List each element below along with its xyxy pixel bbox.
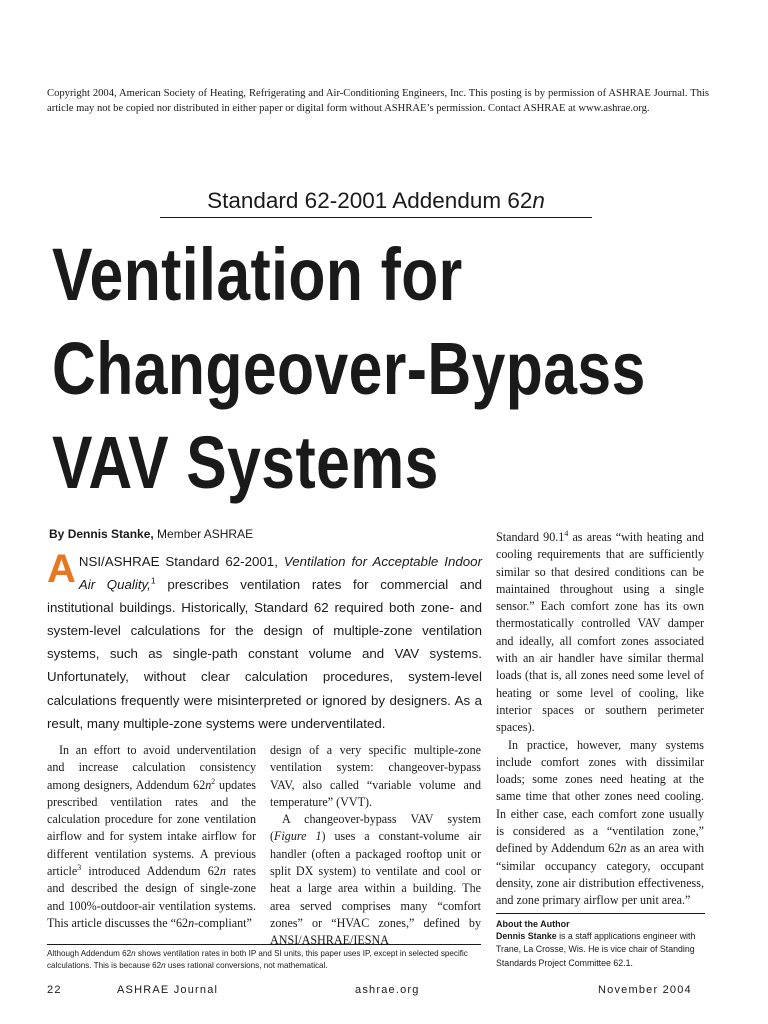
paragraph bbox=[47, 742, 256, 932]
copyright-notice: Copyright 2004, American Society of Heating, Refrigerating and Air-Conditioning Engineers, Inc. This posting is by permission of ASHRAE Journal. This article may not be copied nor distributed in either paper or digital form without ASHRAE’s permission. Contact ASHRAE at www.ashrae.org. bbox=[47, 88, 709, 114]
text-run: uses rational conversions, not mathematical. bbox=[165, 960, 328, 970]
drop-cap: A bbox=[47, 547, 76, 591]
author-bio-text: is a staff applications engineer with Trane, La Crosse, Wis. He is vice chair of Standing Standards Project Committee 62.1. bbox=[496, 931, 696, 968]
text-run: ) uses a constant-volume air handler (often a packaged rooftop unit or split DX system) to ventilate and cool or heat a large area within a building. The area served comprises many “comfort zones” or “HVAC zones,” defined by ANSI/ASHRAE/IESNA bbox=[270, 829, 481, 948]
byline bbox=[49, 527, 253, 541]
text-run: updates prescribed ventilation rates and the calculation procedure for zone ventilation airflow and for system intake airflow for different ventilation systems. A previous article bbox=[47, 777, 256, 879]
paragraph bbox=[270, 811, 481, 949]
lead-text-1: NSI/ASHRAE Standard 62-2001, bbox=[78, 554, 284, 569]
kicker-italic: n bbox=[532, 188, 545, 213]
page-number: 22 bbox=[47, 984, 62, 996]
text-run: as areas “with heating and cooling requirements that are sufficiently similar so that desired conditions can be maintained throughout using a single sensor.” Each comfort zone has its own thermostatically controlled VAV damper and ideally, all comfort zones associated with an air handler have similar thermal loads (that is, all zones need some level of heating or some level of cooling, like interior spaces or southern perimeter spaces). bbox=[496, 530, 704, 735]
paragraph: design of a very specific multiple-zone ventilation system: changeover-bypass VAV, also called “variable volume and temperature” (VVT). bbox=[270, 743, 481, 809]
text-run: A changeover-bypass VAV system ( bbox=[270, 812, 481, 844]
reference-marker: 2 bbox=[211, 776, 216, 786]
lead-text-2: prescribes ventilation rates for commercial and institutional buildings. Historically, Standard 62 required both zone- and system-level calculations for the design of multiple-zone ventilation systems, such as single-path constant volume and VAV systems. Unfortunately, without clear calculation procedures, system-level calculations frequently were misinterpreted or ignored by designers. As a result, many multiple-zone systems were underventilated. bbox=[47, 577, 482, 731]
author-role: Member ASHRAE bbox=[153, 527, 254, 541]
issue-date: November 2004 bbox=[598, 984, 692, 996]
body-column-2 bbox=[270, 742, 481, 950]
text-run: shows ventilation rates in both IP and SI units, this paper uses IP, except in selected specific calculations. This is because 62 bbox=[47, 949, 468, 970]
lead-paragraph bbox=[47, 547, 482, 735]
text-italic: n bbox=[161, 960, 166, 970]
text-run: Standard 90.1 bbox=[496, 530, 565, 544]
website-url: ashrae.org bbox=[355, 984, 420, 996]
author-bio bbox=[496, 930, 705, 970]
text-run: -compliant” bbox=[194, 915, 252, 930]
body-column-3 bbox=[496, 529, 704, 910]
article-kicker bbox=[160, 186, 592, 218]
text-run: In an effort to avoid underventilation and increase calculation consistency among designers, Addendum 62 bbox=[47, 743, 256, 792]
article-title bbox=[52, 228, 646, 510]
text-italic: n bbox=[219, 864, 226, 879]
body-column-1 bbox=[47, 742, 256, 932]
text-run: as an area with “similar occupancy category, occupant density, zone air distribution effectiveness, and zone primary airflow per unit area.” bbox=[496, 841, 704, 908]
text-run: rates and described the design of single-zone and 100%-outdoor-air ventilation systems. This article discusses the “62 bbox=[47, 864, 256, 930]
title-line-1: Ventilation for bbox=[52, 233, 463, 316]
paragraph bbox=[496, 529, 704, 737]
kicker-text: Standard 62-2001 Addendum 62 bbox=[207, 188, 533, 213]
footnote-divider bbox=[47, 944, 481, 945]
reference-marker: 3 bbox=[77, 863, 82, 873]
text-italic: n bbox=[131, 949, 136, 958]
text-italic: n bbox=[188, 915, 195, 930]
author-bio-name: Dennis Stanke bbox=[496, 931, 557, 941]
text-run: introduced Addendum 62 bbox=[81, 864, 220, 879]
paragraph bbox=[496, 737, 704, 910]
figure-reference: Figure 1 bbox=[274, 829, 322, 844]
text-run: In practice, however, many systems include comfort zones with dissimilar loads; some zones need heating at the same time that other zones need cooling. In either case, each comfort zone usually is considered as a “ventilation zone,” defined by Addendum 62 bbox=[496, 737, 704, 856]
about-the-author-heading: About the Author bbox=[496, 919, 570, 929]
title-line-3: VAV Systems bbox=[52, 421, 439, 504]
reference-marker: 4 bbox=[564, 528, 569, 538]
about-the-author-box bbox=[496, 913, 705, 970]
text-run: Although Addendum 62 bbox=[47, 949, 132, 958]
journal-name: ASHRAE Journal bbox=[117, 984, 219, 996]
lead-standard-title: Ventilation for Acceptable Indoor Air Quality, bbox=[78, 554, 482, 593]
text-italic: n bbox=[205, 777, 212, 792]
author-name: Dennis Stanke, bbox=[67, 527, 154, 541]
byline-prefix: By bbox=[49, 527, 68, 541]
reference-marker: 1 bbox=[150, 575, 156, 586]
title-line-2: Changeover-Bypass bbox=[52, 327, 646, 410]
footnote bbox=[47, 948, 483, 971]
text-italic: n bbox=[620, 841, 627, 856]
